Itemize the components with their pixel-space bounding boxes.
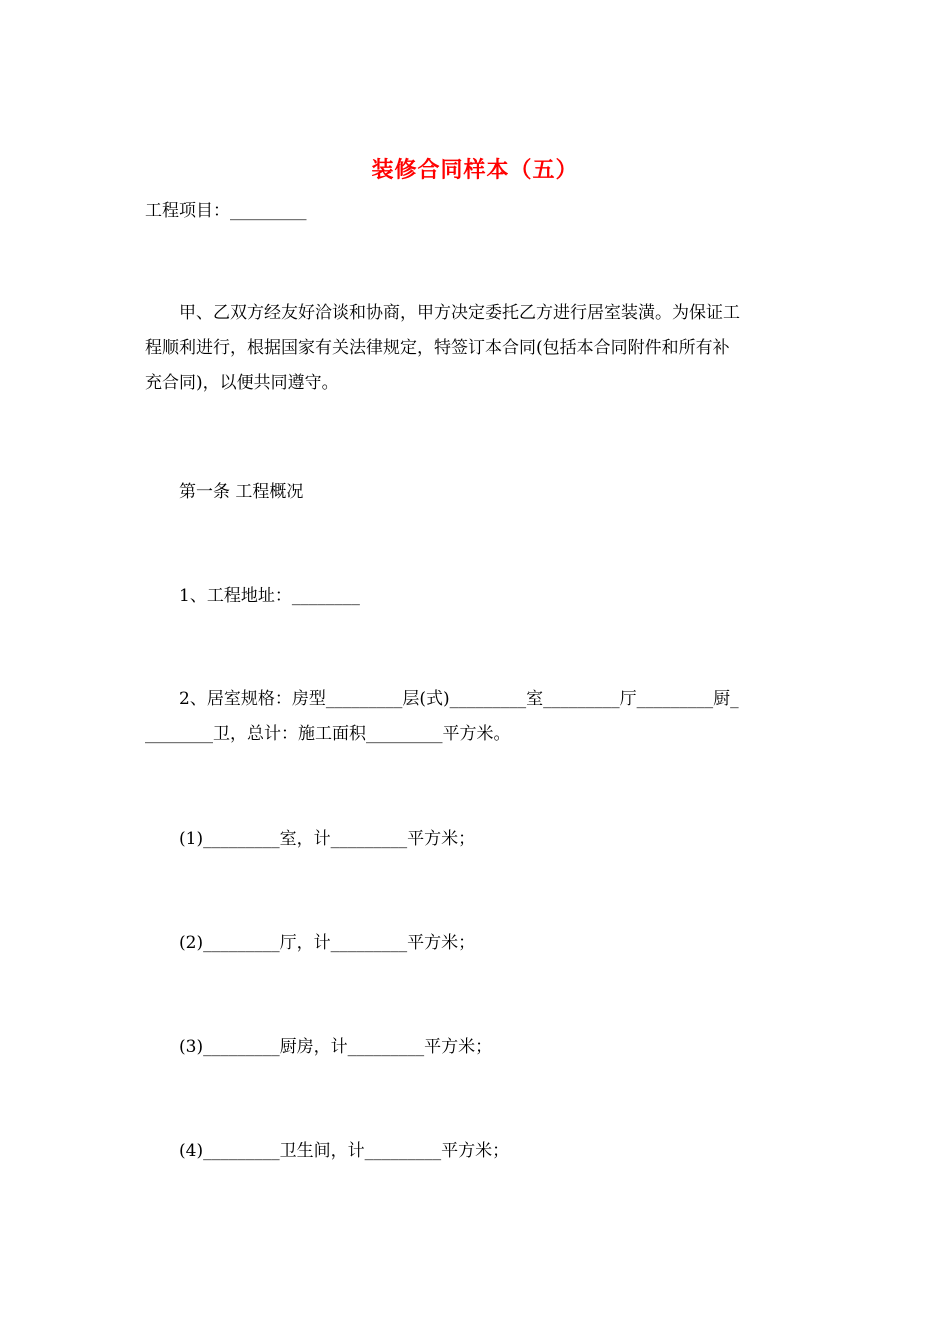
sub-item: (1)_________室，计_________平方米； xyxy=(145,829,476,849)
article-heading: 第一条 工程概况 xyxy=(145,482,304,502)
document-title: 装修合同样本（五） xyxy=(371,157,579,183)
intro-line: 甲、乙双方经友好洽谈和协商，甲方决定委托乙方进行居室装潢。为保证工 xyxy=(145,303,740,323)
sub-item: (3)_________厨房，计_________平方米； xyxy=(145,1037,493,1057)
intro-line: 程顺利进行，根据国家有关法律规定，特签订本合同(包括本合同附件和所有补 xyxy=(145,338,730,358)
intro-paragraph xyxy=(145,296,810,401)
project-line: 工程项目：_________ xyxy=(145,201,307,221)
sub-item: (4)_________卫生间，计_________平方米； xyxy=(145,1141,510,1161)
spec-line: 2、居室规格：房型_________层(式)_________室_________厅_________厨_ xyxy=(145,689,739,709)
spec-item xyxy=(145,682,810,752)
sub-item: (2)_________厅，计_________平方米； xyxy=(145,933,476,953)
spec-line: ________卫，总计：施工面积_________平方米。 xyxy=(145,724,511,744)
intro-line: 充合同)，以便共同遵守。 xyxy=(145,373,339,393)
address-item: 1、工程地址：________ xyxy=(145,586,360,606)
